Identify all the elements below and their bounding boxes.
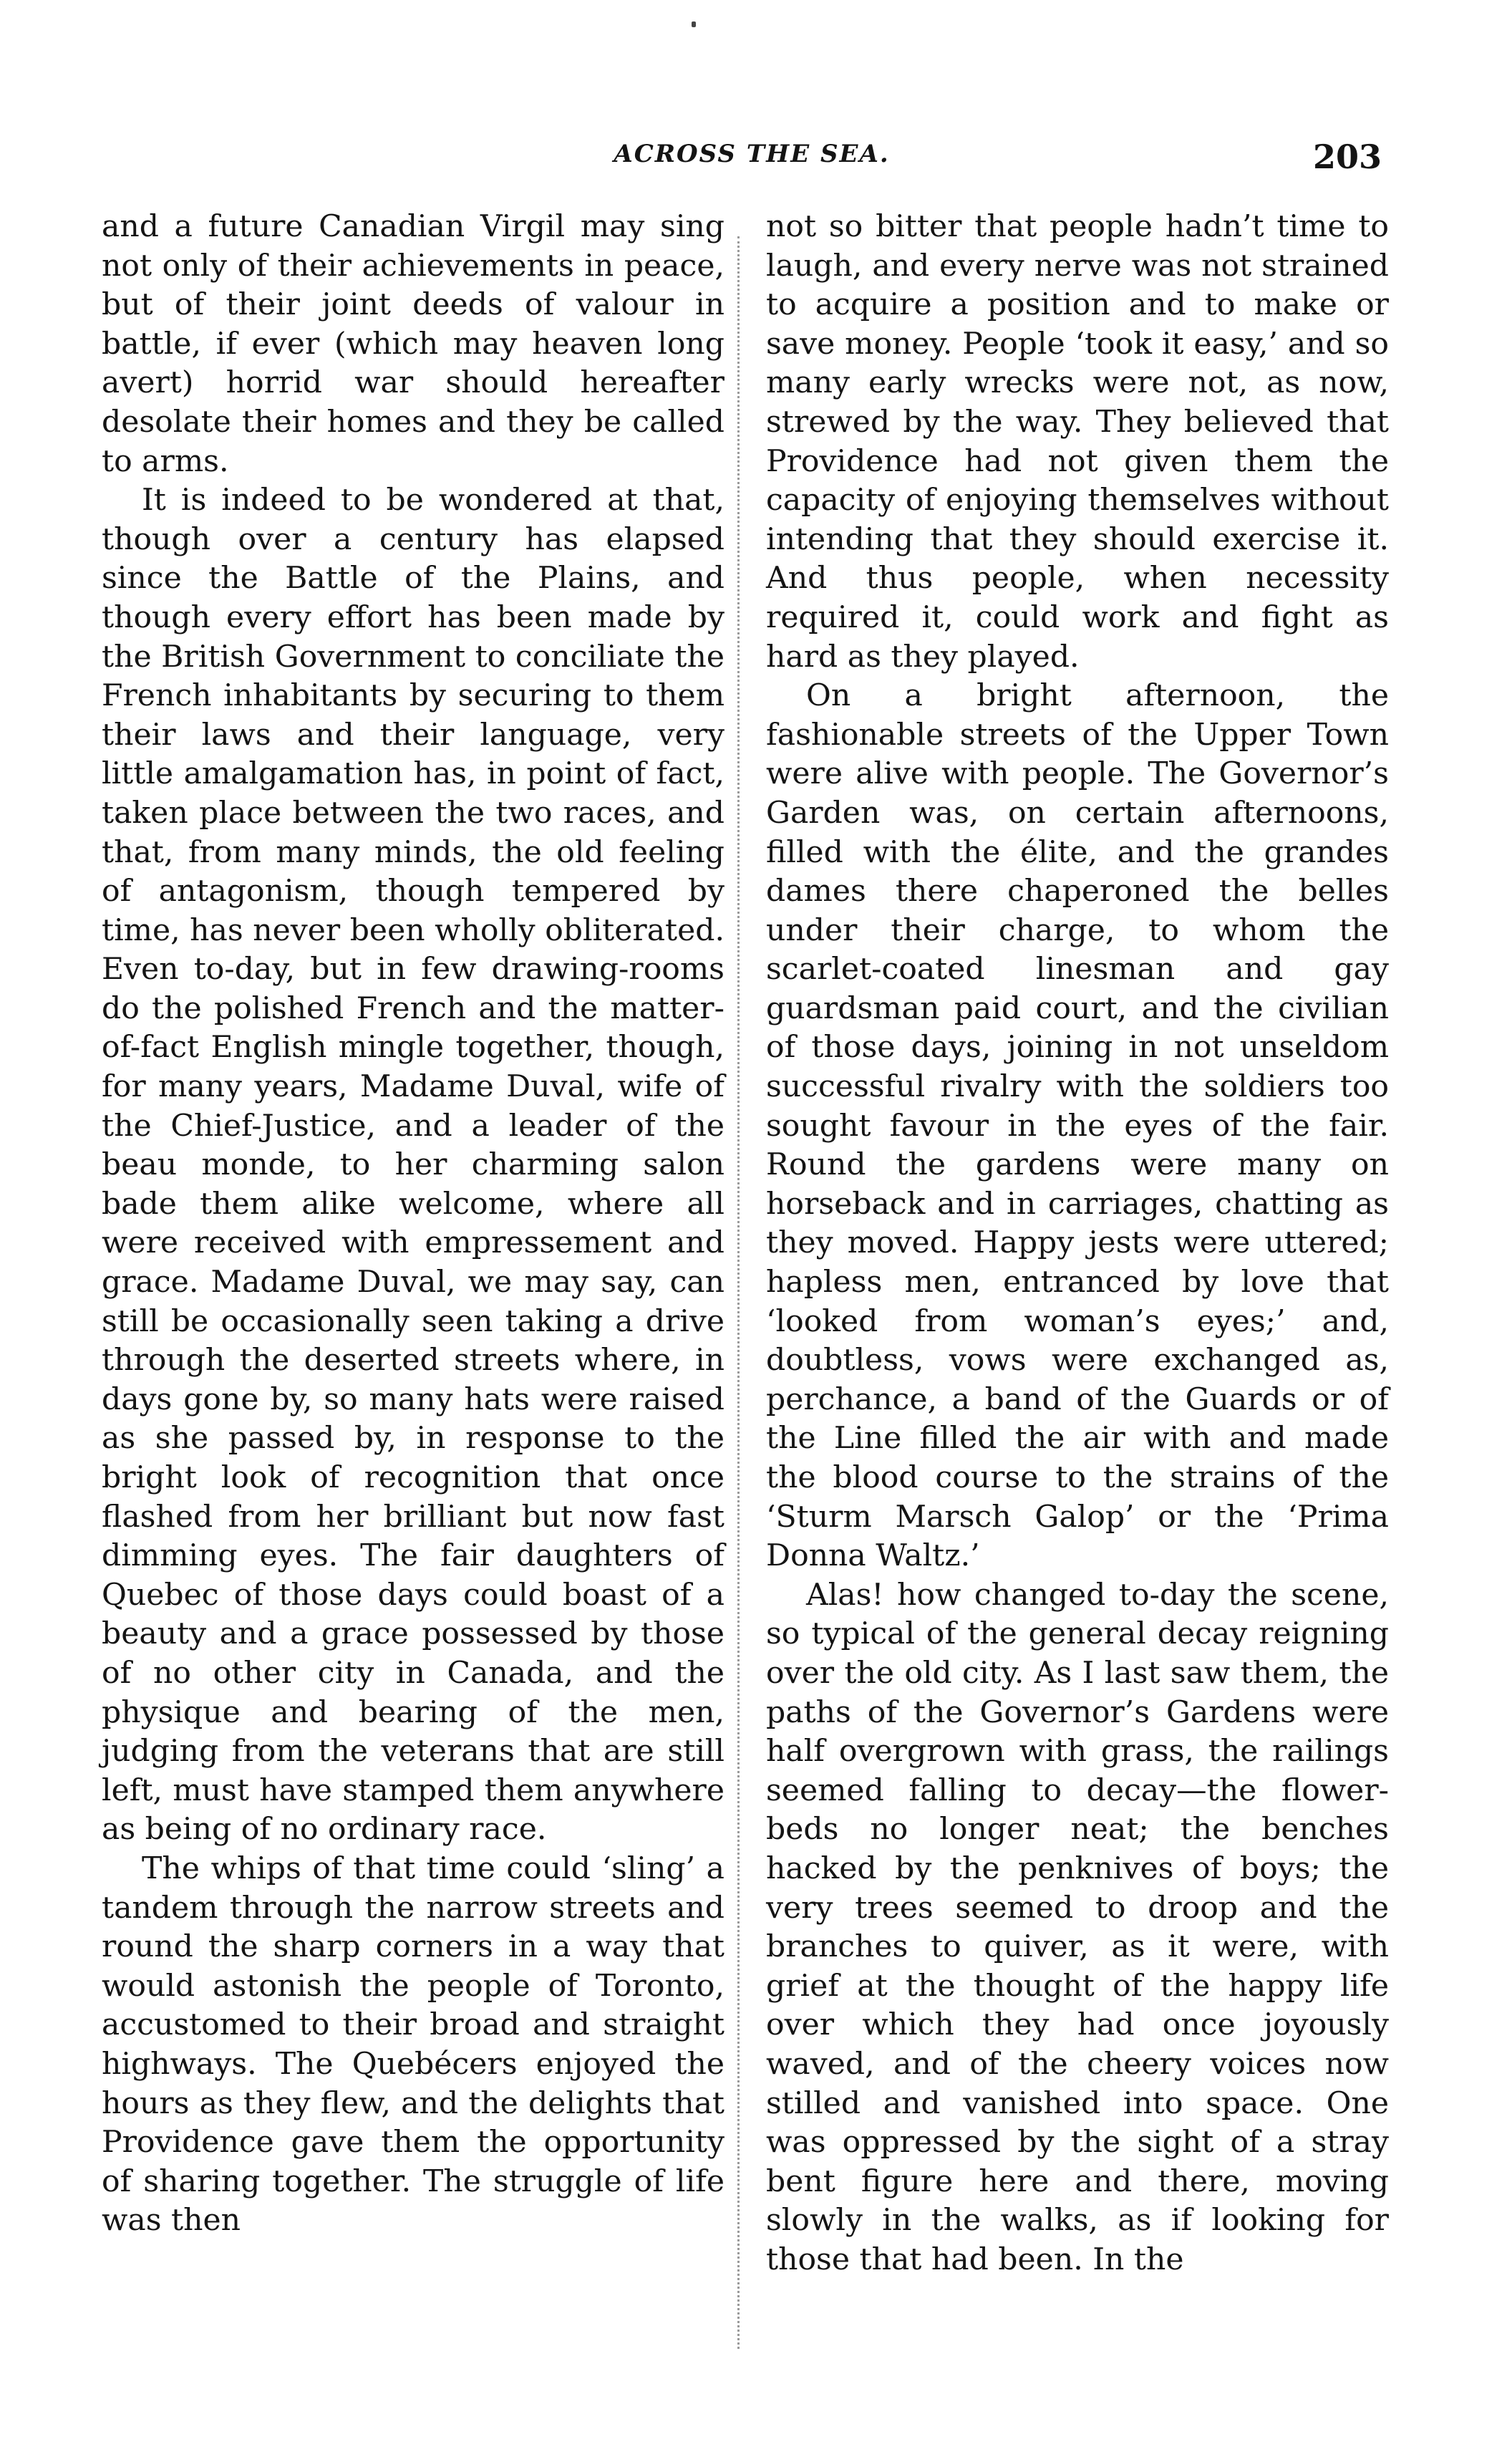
- paragraph: It is indeed to be wondered at that, though over a century has elapsed since the Battle of the Plains, and though every effort has been made by the British Government to conciliate the French inhabitants by securing to them their laws and their language, very little amalgamation has, in point of fact, taken place between the two races, and that, from many minds, the old feeling of antagonism, though tempered by time, has never been wholly obliterated. Even to-day, but in few drawing-rooms do the polished French and the matter-of-fact English mingle together, though, for many years, Madame Duval, wife of the Chief-Justice, and a leader of the beau monde, to her charming salon bade them alike welcome, where all were received with empressement and grace. Madame Duval, we may say, can still be occasionally seen taking a drive through the deserted streets where, in days gone by, so many hats were raised as she passed by, in response to the bright look of recognition that once flashed from her brilliant but now fast dimming eyes. The fair daughters of Quebec of those days could boast of a beauty and a grace possessed by those of no other city in Canada, and the physique and bearing of the men, judging from the veterans that are still left, must have stamped them anywhere as being of no ordinary race.: [102, 483, 724, 1848]
- paragraph: Alas! how changed to-day the scene, so typical of the general decay reigning over the old city. As I last saw them, the paths of the Governor’s Gardens were half overgrown with grass, the railings seemed falling to decay—the flower-beds no longer neat; the benches hacked by the penknives of boys; the very trees seemed to droop and the branches to quiver, as it were, with grief at the thought of the happy life over which they had once joyously waved, and of the cheery voices now stilled and vanished into space. One was oppressed by the sight of a stray bent figure here and there, moving slowly in the walks, as if looking for those that had been. In the: [766, 1577, 1389, 2277]
- print-speck: [692, 21, 696, 27]
- paragraph: The whips of that time could ‘sling’ a tandem through the narrow streets and round the sharp corners in a way that would astonish the people of Toronto, accustomed to their broad and straight highways. The Quebécers enjoyed the hours as they flew, and the delights that Providence gave them the opportunity of sharing together. The struggle of life was then: [102, 1850, 724, 2239]
- paragraph: and a future Canadian Virgil may sing not only of their achievements in peace, but of their joint deeds of valour in battle, if ever (which may heaven long avert) horrid war should hereafter desolate their homes and they be called to arms.: [102, 209, 724, 479]
- paragraph: On a bright afternoon, the fashionable streets of the Upper Town were alive with people. The Governor’s Garden was, on certain afternoons, filled with the élite, and the grandes dames there chaperoned the belles under their charge, to whom the scarlet-coated linesman and gay guardsman paid court, and the civilian of those days, joining in not unseldom successful rivalry with the soldiers too sought favour in the eyes of the fair. Round the gardens were many on horseback and in carriages, chatting as they moved. Happy jests were uttered; hapless men, entranced by love that ‘looked from woman’s eyes;’ and, doubtless, vows were exchanged as, perchance, a band of the Guards or of the Line filled the air with and made the blood course to the strains of the ‘Sturm Marsch Galop’ or the ‘Prima Donna Waltz.’: [766, 678, 1389, 1574]
- page-number: 203: [1312, 137, 1382, 176]
- running-head: ACROSS THE SEA.: [614, 140, 890, 168]
- paragraph: not so bitter that people hadn’t time to laugh, and every nerve was not strained to acquire a position and to make or save money. People ‘took it easy,’ and so many early wrecks were not, as now, strewed by the way. They believed that Providence had not given them the capacity of enjoying themselves without intending that they should exercise it. And thus people, when necessity required it, could work and fight as hard as they played.: [766, 209, 1389, 675]
- right-column: [766, 208, 1389, 2279]
- left-column: [102, 208, 724, 2241]
- column-divider: [737, 236, 740, 2349]
